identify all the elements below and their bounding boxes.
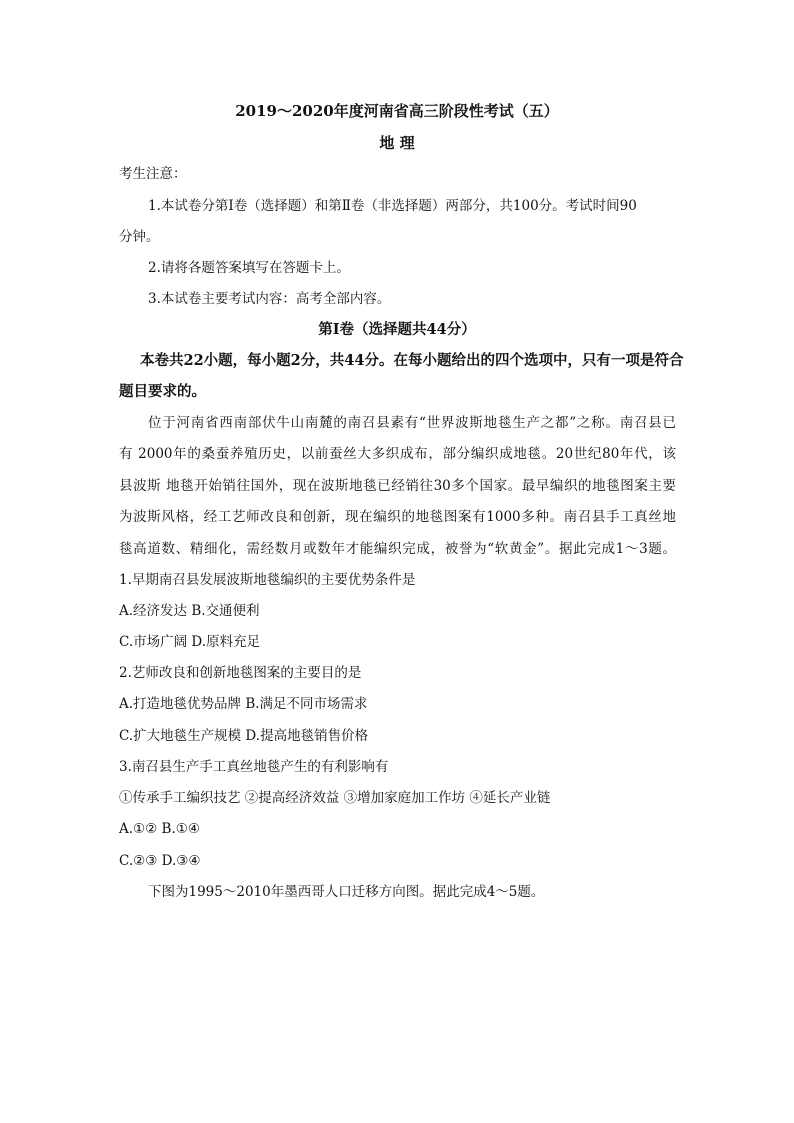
notice-item-1-cont: 分钟。 bbox=[119, 229, 160, 245]
notice-item-1: 1.本试卷分第Ⅰ卷（选择题）和第Ⅱ卷（非选择题）两部分，共100分。考试时间90 bbox=[148, 198, 637, 214]
notice-item-2: 2.请将各题答案填写在答题卡上。 bbox=[148, 260, 350, 276]
section-title: 第Ⅰ卷（选择题共44分） bbox=[318, 321, 476, 338]
passage-1-line-3: 县波斯 地毯开始销往国外，现在波斯地毯已经销往30多个国家。最早编织的地毯图案主要 bbox=[119, 478, 676, 494]
question-1-options-ab: A.经济发达 B.交通便利 bbox=[119, 603, 260, 619]
question-3-choices: ①传承手工编织技艺 ②提高经济效益 ③增加家庭加工作坊 ④延长产业链 bbox=[119, 790, 551, 806]
subject-title: 地 理 bbox=[379, 134, 415, 152]
section-instruction: 本卷共22小题，每小题2分，共44分。在每小题给出的四个选项中，只有一项是符合 bbox=[140, 352, 684, 369]
exam-title: 2019～2020年度河南省高三阶段性考试（五） bbox=[235, 102, 559, 120]
passage-2-intro: 下图为1995～2010年墨西哥人口迁移方向图。据此完成4～5题。 bbox=[148, 884, 545, 900]
notice-item-3: 3.本试卷主要考试内容：高考全部内容。 bbox=[148, 291, 391, 307]
passage-1-line-2: 有 2000年的桑蚕养殖历史，以前蚕丝大多织成布，部分编织成地毯。20世纪80年代，该 bbox=[119, 446, 676, 462]
question-1-stem: 1.早期南召县发展波斯地毯编织的主要优势条件是 bbox=[119, 572, 416, 588]
question-2-options-ab: A.打造地毯优势品牌 B.满足不同市场需求 bbox=[119, 696, 368, 712]
question-3-options-ab: A.①② B.①④ bbox=[119, 821, 200, 837]
section-instruction-cont: 题目要求的。 bbox=[119, 383, 206, 400]
passage-1-line-1: 位于河南省西南部伏牛山南麓的南召县素有“世界波斯地毯生产之都”之称。南召县已 bbox=[148, 415, 676, 431]
passage-1-line-4: 为波斯风格，经工艺师改良和创新，现在编织的地毯图案有1000多种。南召县手工真丝地 bbox=[119, 509, 676, 525]
question-2-stem: 2.艺师改良和创新地毯图案的主要目的是 bbox=[119, 665, 362, 681]
question-1-options-cd: C.市场广阔 D.原料充足 bbox=[119, 634, 261, 650]
question-3-options-cd: C.②③ D.③④ bbox=[119, 853, 201, 869]
notice-heading: 考生注意： bbox=[119, 166, 187, 182]
question-2-options-cd: C.扩大地毯生产规模 D.提高地毯销售价格 bbox=[119, 728, 369, 744]
question-3-stem: 3.南召县生产手工真丝地毯产生的有利影响有 bbox=[119, 759, 389, 775]
passage-1-line-5: 毯高道数、精细化，需经数月或数年才能编织完成，被誉为“软黄金”。据此完成1～3题。 bbox=[119, 541, 676, 557]
